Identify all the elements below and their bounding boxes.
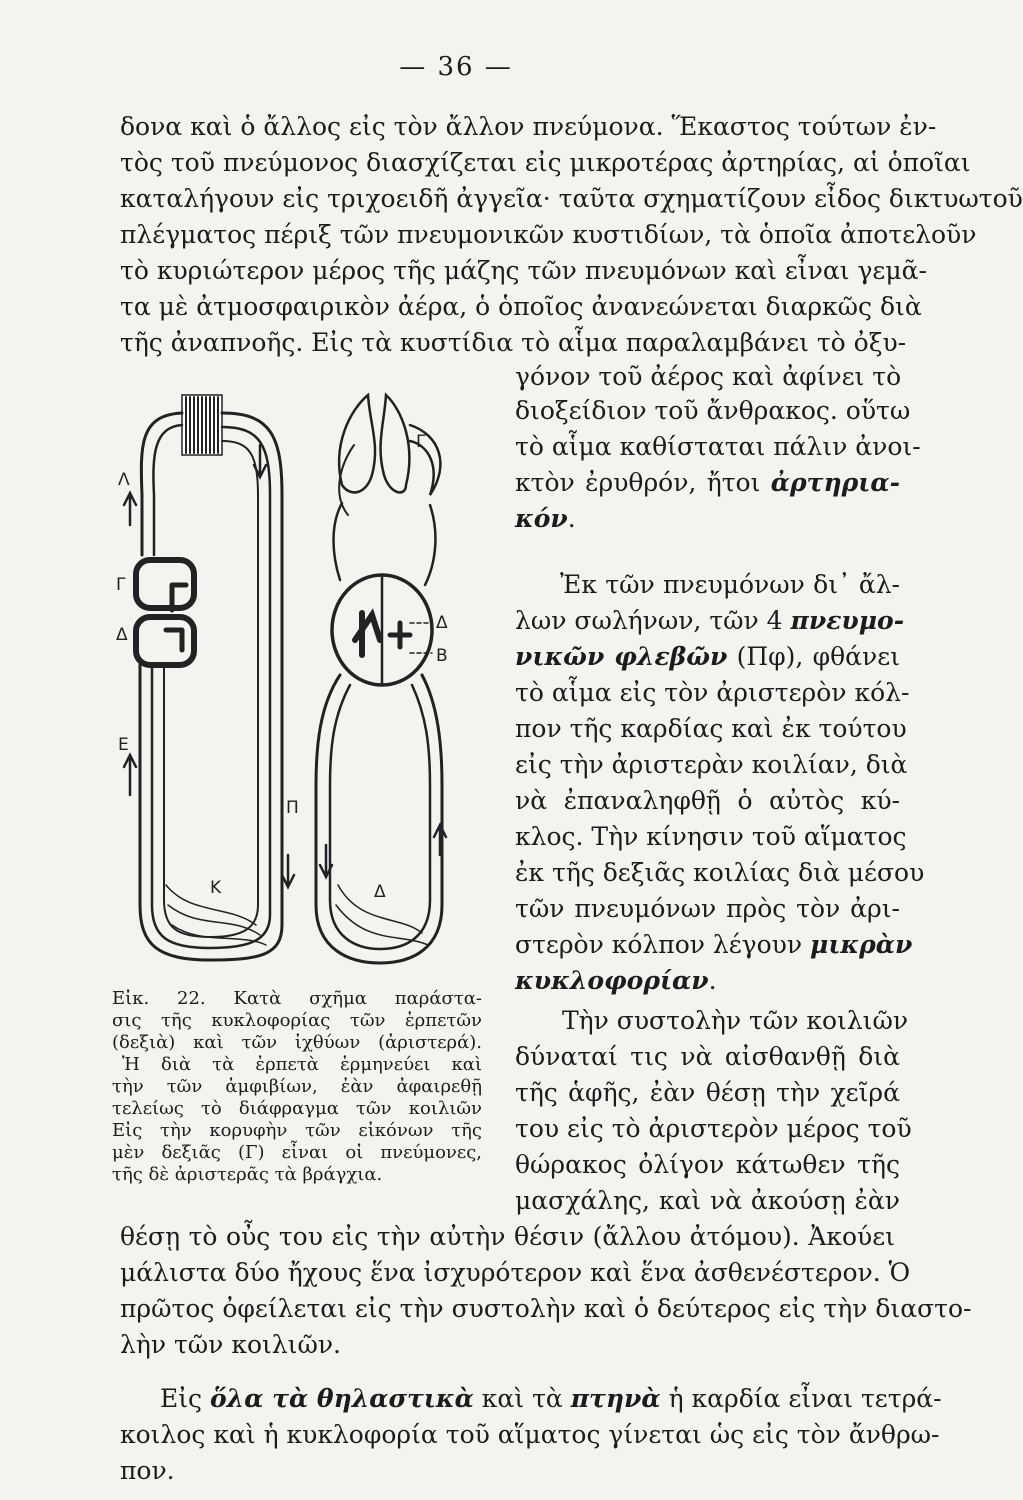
text-line: κυκλοφορίαν. [515, 966, 717, 995]
figure-label: Π [286, 798, 299, 818]
emphasis: πτηνὰ [570, 1384, 661, 1413]
text-line: κτὸν ἐρυθρόν, ἤτοι ἀρτηρια- [515, 468, 900, 497]
text-line: γόνον τοῦ ἀέρος καὶ ἀφίνει τὸ [515, 362, 902, 391]
text-line: ἐκ τῆς δεξιᾶς κοιλίας διὰ μέσου [515, 858, 925, 887]
figure-caption: σις τῆς κυκλοφορίας τῶν ἑρπετῶν [112, 1010, 482, 1031]
text-line: θέσῃ τὸ οὖς του εἰς τὴν αὐτὴν θέσιν (ἄλλου ἀτόμου). Ἀκούει [120, 1222, 895, 1251]
text-line: λὴν τῶν κοιλιῶν. [120, 1330, 341, 1359]
text-line: πρῶτος ὀφείλεται εἰς τὴν συστολὴν καὶ ὁ δεύτερος εἰς τὴν διαστο- [120, 1294, 972, 1323]
text-line: τα μὲ ἀτμοσφαιρικὸν ἀέρα, ὁ ὁποῖος ἀνανεώνεται διαρκῶς διὰ [120, 292, 922, 321]
figure-label: Γ [416, 432, 426, 452]
text-line: Εἰς ὅλα τὰ θηλαστικὰ καὶ τὰ πτηνὰ ἡ καρδία εἶναι τετρά- [160, 1384, 942, 1413]
figure-label: Γ [116, 575, 126, 595]
emphasis: κυκλοφορίαν [515, 966, 709, 995]
figure-caption: Ἡ διὰ τὰ ἑρπετὰ ἑρμηνεύει καὶ [122, 1054, 482, 1075]
figure-caption: Εἰς τὴν κορυφὴν τῶν εἰκόνων τῆς [112, 1120, 482, 1141]
text-line: στερὸν κόλπον λέγουν μικρὰν [515, 930, 913, 959]
text-line: κοιλος καὶ ἡ κυκλοφορία τοῦ αἵματος γίνεται ὡς εἰς τὸν ἄνθρω- [120, 1420, 940, 1449]
text-line: τῆς ἁφῆς, ἐὰν θέσῃ τὴν χεῖρά [515, 1078, 900, 1107]
figure-caption: (δεξιὰ) καὶ τῶν ἰχθύων (ἀριστερά). [112, 1032, 482, 1053]
figure-label: Δ [116, 625, 128, 645]
text-line: εἰς τὴν ἀριστερὰν κοιλίαν, διὰ [515, 750, 908, 779]
text-line: τὸ αἷμα εἰς τὸν ἀριστερὸν κόλ- [515, 678, 910, 707]
figure-caption: τὴν τῶν ἀμφιβίων, ἐὰν ἀφαιρεθῇ [112, 1076, 482, 1097]
text-line: μάλιστα δύο ἤχους ἕνα ἰσχυρότερον καὶ ἕνα ἀσθενέστερον. Ὁ [120, 1258, 911, 1287]
text-line: πλέγματος πέριξ τῶν πνευμονικῶν κυστιδίων, τὰ ὁποῖα ἀποτελοῦν [120, 220, 977, 249]
text-line: τῆς ἀναπνοῆς. Εἰς τὰ κυστίδια τὸ αἷμα παραλαμβάνει τὸ ὀξυ- [120, 328, 907, 357]
text-line: δονα καὶ ὁ ἄλλος εἰς τὸν ἄλλον πνεύμονα. Ἕκαστος τούτων ἐν- [120, 112, 937, 141]
text-line: πον. [120, 1456, 175, 1485]
text-line: Ἐκ τῶν πνευμόνων δι᾿ ἄλ- [560, 570, 900, 599]
text-line: νὰ ἐπαναληφθῇ ὁ αὐτὸς κύ- [515, 786, 900, 815]
text-line: κόν. [515, 504, 576, 533]
figure-label: Β [436, 646, 448, 666]
figure-caption: μὲν δεξιᾶς (Γ) εἶναι οἱ πνεύμονες, [112, 1142, 482, 1163]
text-line: δύναταί τις νὰ αἰσθανθῇ διὰ [515, 1042, 900, 1071]
emphasis: μικρὰν [810, 930, 913, 959]
text-line: καταλήγουν εἰς τριχοειδῆ ἀγγεῖα· ταῦτα σχηματίζουν εἶδος δικτυωτοῦ [120, 184, 1023, 213]
text-line: μασχάλης, καὶ νὰ ἀκούσῃ ἐὰν [515, 1186, 900, 1215]
figure-caption: τῆς δὲ ἀριστερᾶς τὰ βράγχια. [112, 1164, 383, 1185]
text-line: τὸ αἷμα καθίσταται πάλιν ἀνοι- [515, 432, 921, 461]
text-line: κλος. Τὴν κίνησιν τοῦ αἵματος [515, 822, 907, 851]
figure-caption: τελείως τὸ διάφραγμα τῶν κοιλιῶν [112, 1098, 482, 1119]
emphasis: ὅλα τὰ θηλαστικὰ [210, 1384, 474, 1413]
text-line: τῶν πνευμόνων πρὸς τὸν ἀρι- [515, 894, 900, 923]
emphasis: νικῶν φλεβῶν [515, 642, 728, 671]
text-line: θώρακος ὀλίγον κάτωθεν τῆς [515, 1150, 900, 1179]
text-line: τὸς τοῦ πνεύμονος διασχίζεται εἰς μικροτέρας ἀρτηρίας, αἱ ὁποῖαι [120, 148, 971, 177]
figure-caption: Εἰκ. 22. Κατὰ σχῆμα παράστα- [112, 988, 482, 1009]
figure-label: Δ [374, 882, 386, 902]
emphasis: κόν [515, 504, 568, 533]
reptile-circulation-diagram [316, 395, 446, 963]
text-line: του εἰς τὸ ἀριστερὸν μέρος τοῦ [515, 1114, 912, 1143]
page-number: — 36 — [399, 52, 513, 82]
emphasis: πνευμο- [790, 606, 905, 635]
text-line: τὸ κυριώτερον μέρος τῆς μάζης τῶν πνευμόνων καὶ εἶναι γεμᾶ- [120, 256, 927, 285]
text-line: διοξείδιον τοῦ ἄνθρακος. οὕτω [515, 396, 911, 425]
figure-label: Λ [118, 470, 130, 490]
circulation-figure [110, 385, 500, 970]
text-line: λων σωλήνων, τῶν 4 πνευμο- [515, 606, 905, 635]
figure-label: Ε [118, 735, 129, 755]
text-line: νικῶν φλεβῶν (Πφ), φθάνει [515, 642, 900, 671]
fish-circulation-diagram [124, 395, 294, 960]
emphasis: ἀρτηρια- [770, 468, 900, 497]
text-line: Τὴν συστολὴν τῶν κοιλιῶν [562, 1006, 909, 1035]
text-line: πον τῆς καρδίας καὶ ἐκ τούτου [515, 714, 907, 743]
figure-label: Κ [210, 878, 222, 898]
figure-label: Δ [436, 613, 448, 633]
